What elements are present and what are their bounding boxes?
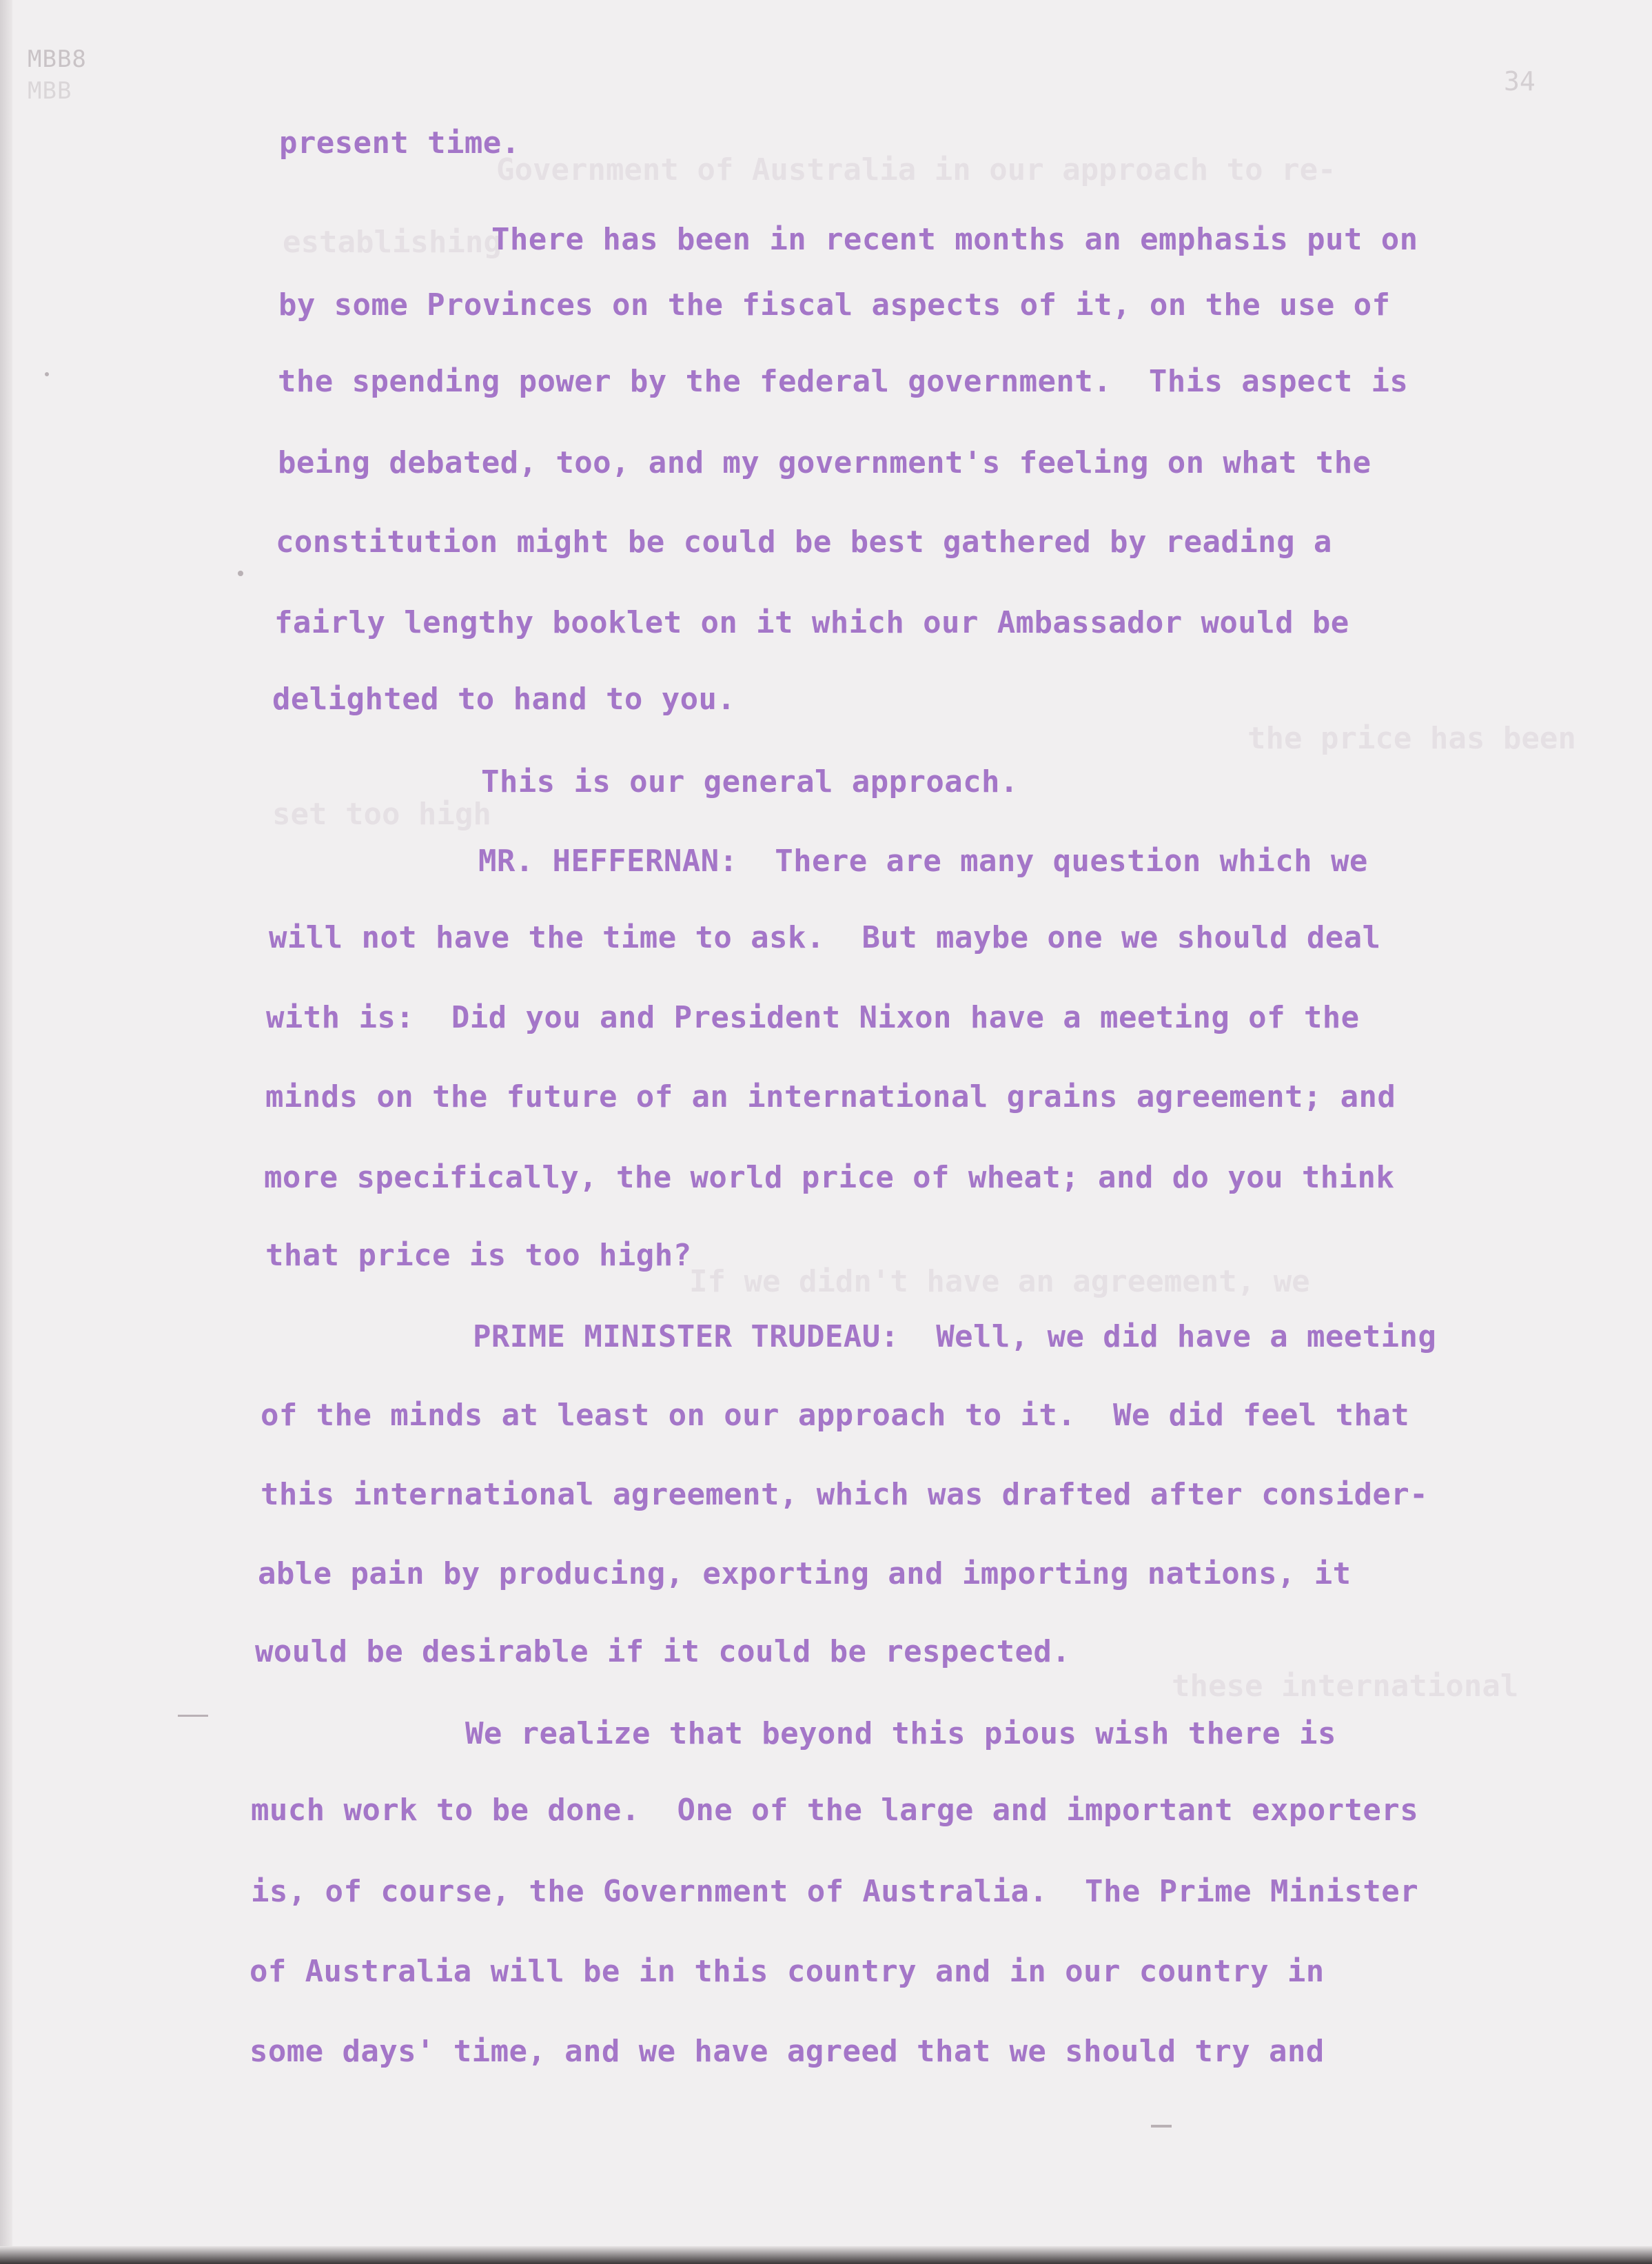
text-line: the spending power by the federal government. This aspect is: [278, 364, 1409, 399]
text-line: of the minds at least on our approach to it. We did feel that: [261, 1398, 1410, 1433]
text-line: fairly lengthy booklet on it which our Ambassador would be: [274, 605, 1349, 640]
text-line: There has been in recent months an emphasis put on: [491, 222, 1418, 257]
speaker-line: PRIME MINISTER TRUDEAU: Well, we did have a meeting: [473, 1319, 1437, 1354]
bleed-through-text: establishing: [283, 225, 502, 260]
bleed-through-text: set too high: [272, 797, 491, 832]
page-left-edge: [0, 0, 12, 2264]
text-line: delighted to hand to you.: [272, 682, 736, 717]
text-line: being debated, too, and my government's feeling on what the: [278, 445, 1371, 480]
text-line: able pain by producing, exporting and importing nations, it: [258, 1556, 1352, 1591]
bleed-through-text: these international: [1172, 1669, 1519, 1704]
text-line: would be desirable if it could be respected.: [255, 1634, 1071, 1669]
bleed-through-text: If we didn't have an agreement, we: [689, 1264, 1310, 1299]
archive-code-faint: MBB: [28, 77, 72, 105]
text-line: present time.: [279, 125, 520, 161]
text-line: much work to be done. One of the large and important exporters: [251, 1793, 1419, 1828]
bottom-stray-mark: [1151, 2125, 1172, 2128]
text-line: more specifically, the world price of wheat; and do you think: [264, 1160, 1395, 1195]
text-line: that price is too high?: [265, 1238, 692, 1273]
text-line: with is: Did you and President Nixon have a meeting of the: [266, 1000, 1360, 1035]
text-line: minds on the future of an international grains agreement; and: [265, 1079, 1396, 1114]
margin-dot-mark: [238, 571, 243, 576]
text-line: is, of course, the Government of Australia. The Prime Minister: [251, 1874, 1419, 1909]
margin-dash-mark: [178, 1715, 208, 1717]
text-line: of Australia will be in this country and in our country in: [249, 1954, 1325, 1989]
text-line: will not have the time to ask. But maybe one we should deal: [269, 920, 1381, 955]
bleed-through-text: the price has been: [1247, 721, 1576, 756]
text-line: We realize that beyond this pious wish there is: [465, 1716, 1336, 1751]
text-line: by some Provinces on the fiscal aspects of it, on the use of: [278, 287, 1391, 323]
text-line: constitution might be could be best gathered by reading a: [276, 524, 1332, 560]
text-line: This is our general approach.: [481, 764, 1019, 799]
speaker-line: MR. HEFFERNAN: There are many question which we: [478, 844, 1368, 879]
page-bottom-edge: [0, 2246, 1652, 2264]
margin-dot-mark: [45, 372, 49, 376]
bleed-through-text: Government of Australia in our approach to re-: [496, 152, 1336, 187]
text-line: this international agreement, which was drafted after consider-: [261, 1477, 1429, 1512]
text-line: some days' time, and we have agreed that we should try and: [249, 2034, 1325, 2069]
archive-code: MBB8: [28, 45, 87, 73]
page-number: 34: [1504, 66, 1536, 96]
